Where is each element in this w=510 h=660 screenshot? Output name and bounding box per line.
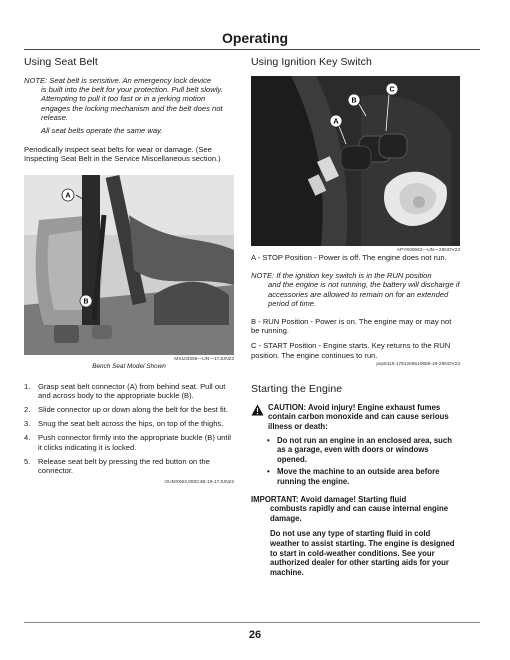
- seat-belt-heading: Using Seat Belt: [24, 56, 98, 68]
- ignition-note-rest: and the engine is not running, the battery will discharge if accessories are allowed to remain on for an extended period of time.: [268, 280, 460, 308]
- list-item: 1. Grasp seat belt connector (A) from behind seat. Pull out and across body to the appropriate buckle (B).: [24, 381, 226, 400]
- starting-engine-heading: Starting the Engine: [251, 382, 343, 395]
- list-item: 5. Release seat belt by pressing the red button on the connector.: [24, 456, 210, 476]
- seat-belt-figure-ref: MX103256—UN—17JUN22: [174, 356, 234, 362]
- important-lead: IMPORTANT: Avoid damage! Starting fluid: [251, 494, 407, 504]
- seat-belt-note-second: All seat belts operate the same way.: [41, 126, 163, 136]
- start-position-text: C - START Position - Engine starts. Key returns to the RUN position. The engine continues to run.: [251, 341, 451, 360]
- list-item: 3. Snug the seat belt across the hips, on top of the thighs.: [24, 419, 224, 429]
- ignition-callout-b: B: [351, 97, 357, 105]
- seat-belt-callout-a: A: [65, 192, 71, 200]
- ignition-callout-c: C: [389, 86, 395, 94]
- title-divider: [24, 49, 480, 50]
- ignition-figure-ref: APY600662—UN—29NOV23: [396, 248, 460, 253]
- stop-position-text: A - STOP Position - Power is off. The engine does not run.: [251, 253, 447, 262]
- seat-belt-note-rest: is built into the belt for your protection. Pull belt slowly. Attempting to pull it too fast or in a jerking motion engages the locking mechanism and the belt does not release.: [41, 85, 223, 122]
- page-number: 26: [248, 629, 262, 641]
- exhaust-caution: [251, 403, 460, 432]
- list-item: • Move the machine to an outside area before running the engine.: [267, 467, 440, 486]
- ignition-doc-ref: pvp6119,1791259510658-19-29NOV23: [376, 361, 460, 367]
- important-notice: [251, 495, 460, 578]
- ignition-figure: [251, 76, 460, 246]
- seat-belt-callout-b: B: [83, 298, 89, 306]
- seat-belt-note-first: NOTE: Seat belt is sensitive. An emergency lock device: [24, 76, 212, 85]
- caution-bullets: [267, 436, 460, 487]
- seat-belt-figure: [24, 175, 234, 355]
- list-item: • Do not run an engine in an enclosed area, such as a garage, even with doors or windows opened.: [267, 435, 453, 464]
- ignition-note-first: NOTE: If the ignition key switch is in the RUN position: [251, 271, 432, 281]
- seat-belt-steps: [24, 382, 234, 476]
- right-column: [251, 56, 460, 577]
- ignition-note: [251, 271, 460, 308]
- seat-belt-intro: Periodically inspect seat belts for wear or damage. (See Inspecting Seat Belt in the Service Miscellaneous section.): [24, 145, 221, 164]
- footer-divider: [24, 622, 480, 623]
- warning-icon: [251, 403, 265, 432]
- run-position-text: B - RUN Position - Power is on. The engine may or may not be running.: [251, 317, 452, 336]
- seat-belt-note: [24, 76, 234, 135]
- page-title: Operating: [221, 30, 289, 46]
- list-item: 2. Slide connector up or down along the belt for the best fit.: [24, 405, 228, 415]
- ignition-callout-a: A: [333, 118, 339, 126]
- list-item: 4. Push connector firmly into the appropriate buckle (B) until it clicks indicating it is locked.: [24, 433, 231, 452]
- seat-belt-figure-caption: Bench Seat Model Shown: [92, 362, 166, 370]
- left-column: [24, 56, 234, 485]
- ignition-heading: Using Ignition Key Switch: [251, 56, 372, 68]
- important-second: Do not use any type of starting fluid in cold weather to assist starting. The engine is designed to start in cold-weather conditions. See your authorized dealer for other starting aids for your machine.: [270, 529, 455, 577]
- caution-text: CAUTION: Avoid injury! Engine exhaust fumes contain carbon monoxide and can cause serious illness or death:: [268, 402, 449, 432]
- important-rest: combusts rapidly and can cause internal engine damage.: [270, 504, 449, 523]
- seat-belt-doc-ref: OUMX063,000C4B-19-17JUN22: [164, 480, 234, 486]
